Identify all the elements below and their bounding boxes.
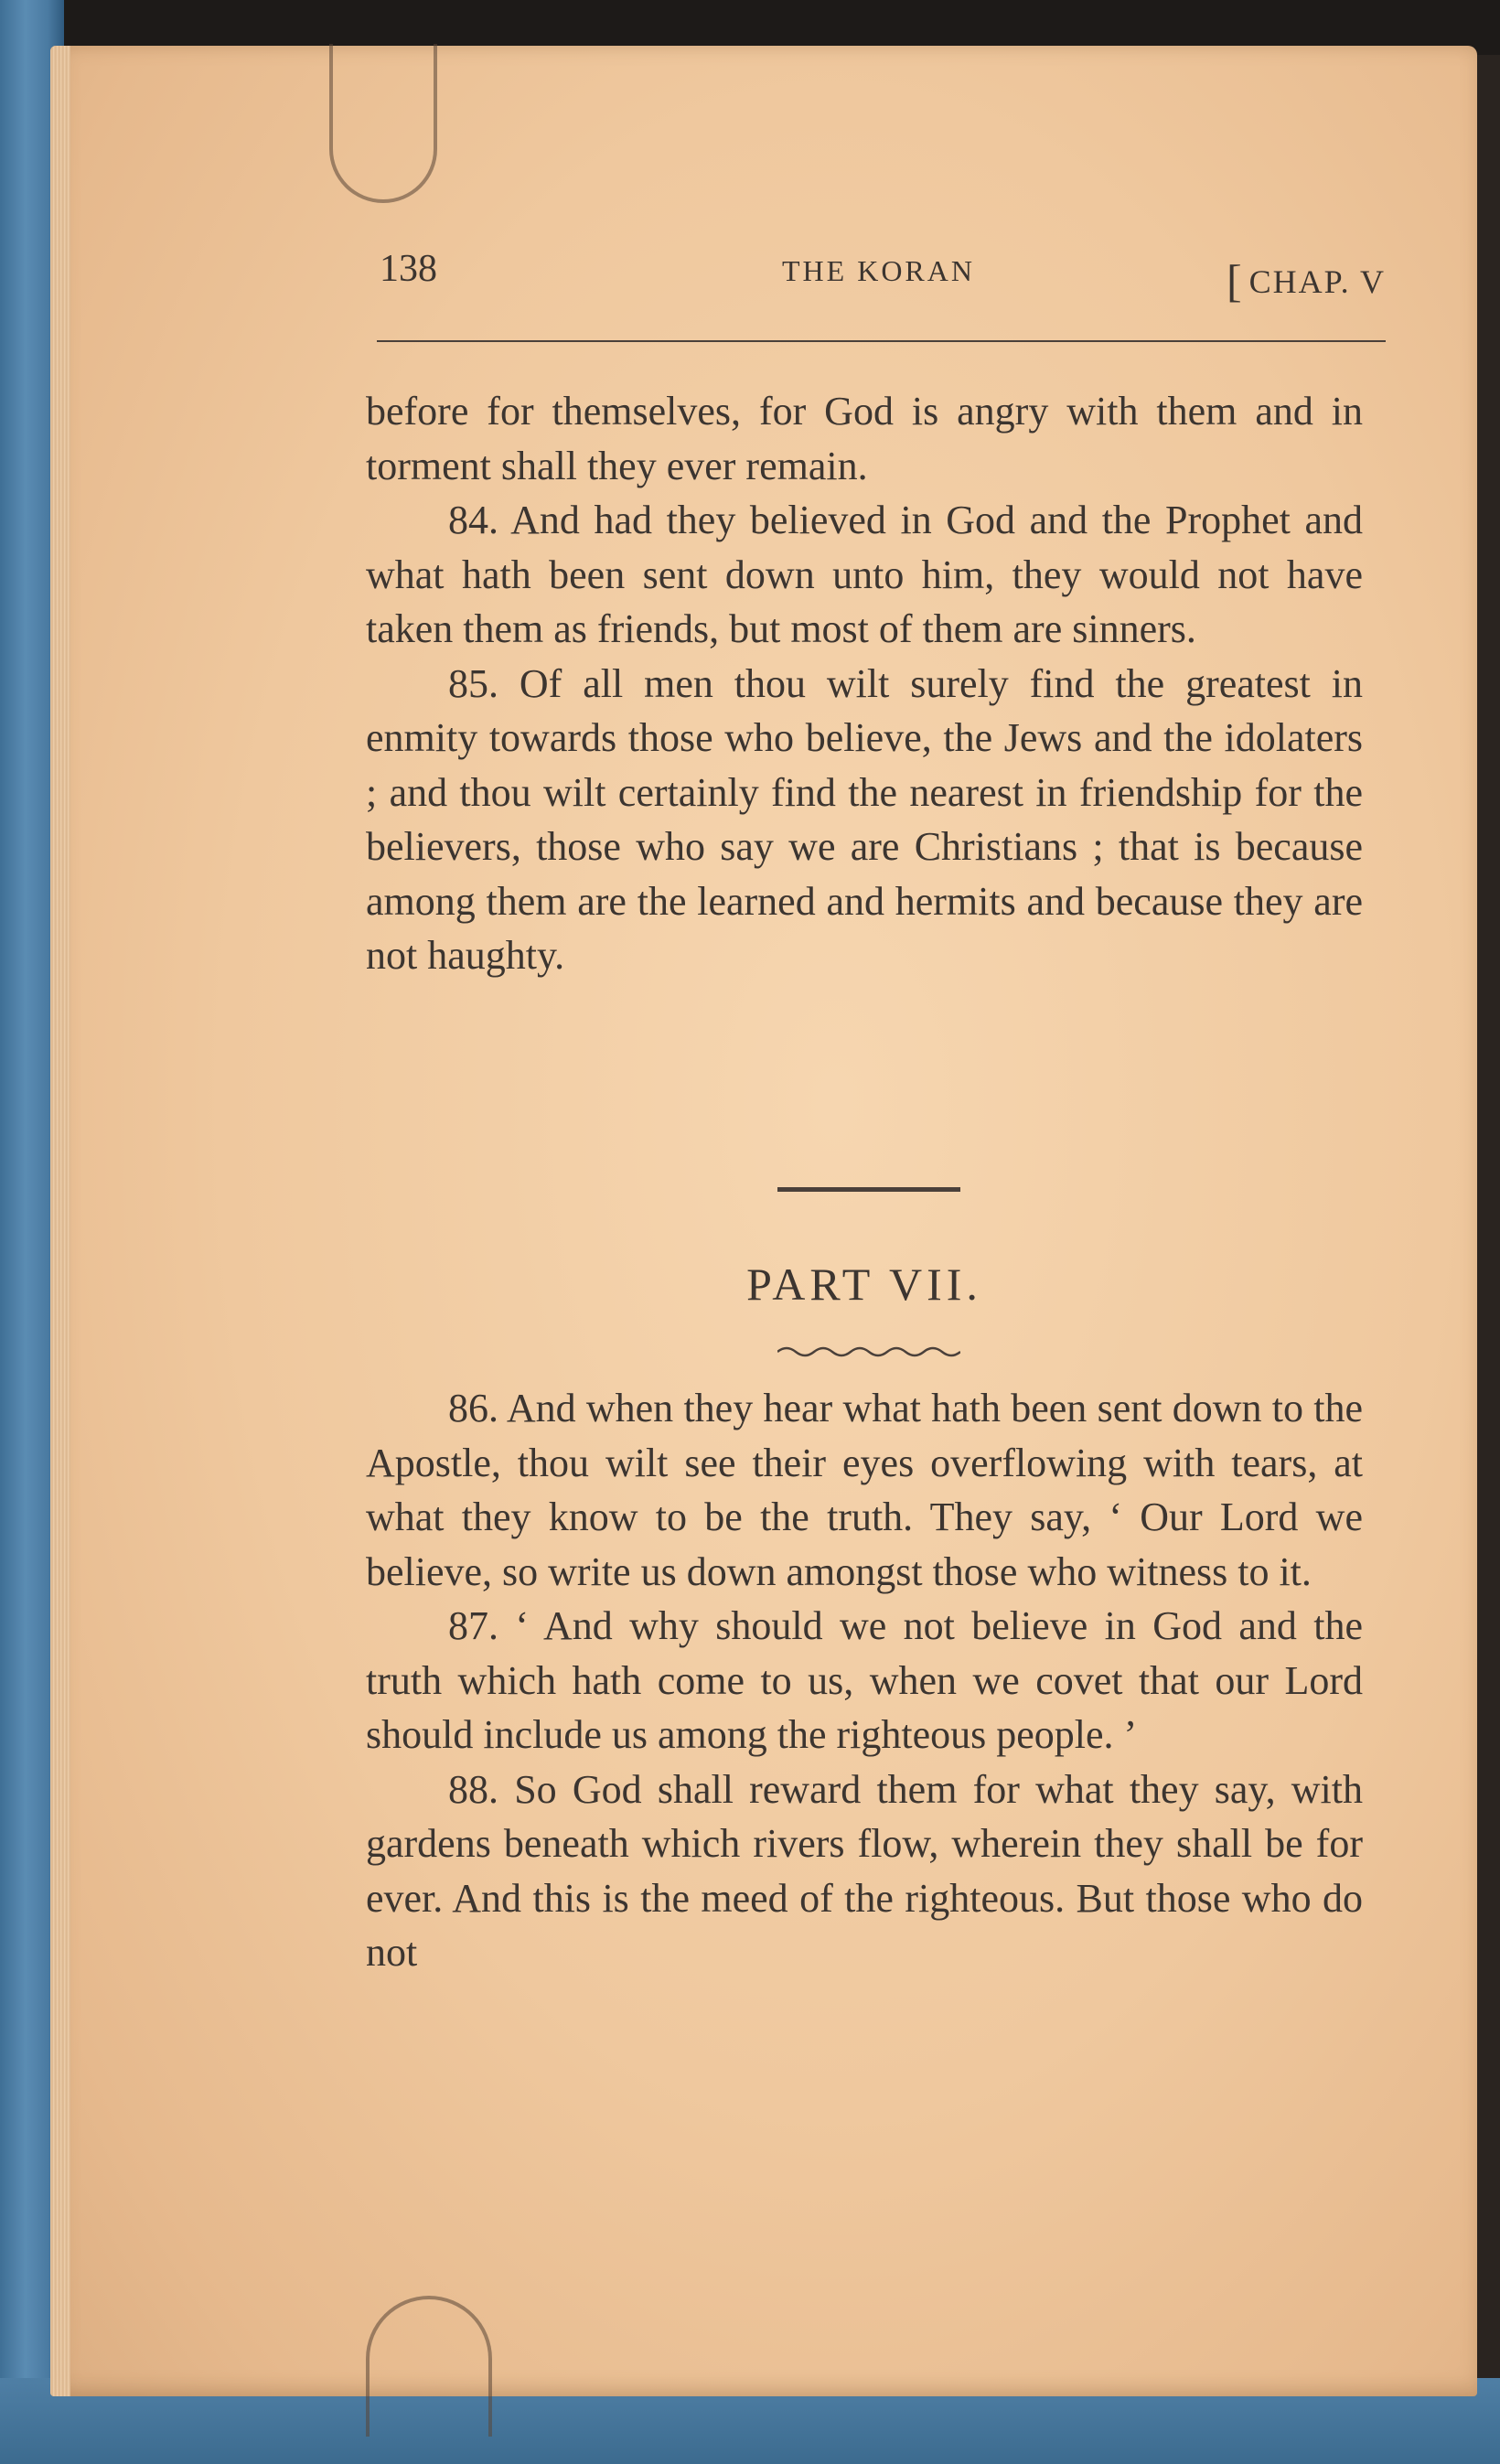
- paragraph-verse-85: 85. Of all men thou wilt surely find the greatest in enmity towards those who believe, the Jews and the idolaters ; and thou wilt certainly find the nearest in friendship for the believers, those who say we are Christians ; that is because among them are the learned and hermits and because they are not haughty.: [366, 660, 1363, 978]
- paper-clip-top-icon: [329, 44, 437, 203]
- running-title: THE KORAN: [782, 254, 975, 287]
- paragraph-verse-88: 88. So God shall reward them for what they say, with gardens beneath which rivers flow, wherein they shall be for ever. And this is the meed of the righteous. But those who do not: [366, 1766, 1363, 1975]
- part-heading: PART VII.: [746, 1259, 982, 1310]
- paper-clip-bottom-icon: [366, 2296, 492, 2437]
- paragraph-verse-86: 86. And when they hear what hath been sent down to the Apostle, thou wilt see their eyes overflowing with tears, at what they know to be the truth. They say, ‘ Our Lord we believe, so write us down amongst those who witness to it.: [366, 1386, 1363, 1594]
- wavy-ornament-icon: [777, 1343, 960, 1361]
- chapter-reference: [1227, 251, 1386, 304]
- section-rule: [777, 1187, 960, 1192]
- chapter-label: CHAP. V: [1248, 263, 1386, 300]
- page-edge-stack: [50, 46, 70, 2396]
- header-rule: [377, 340, 1386, 342]
- text-block-bottom: [366, 1381, 1363, 1980]
- running-head: [380, 247, 1386, 306]
- paragraph-verse-84: 84. And had they believed in God and the Prophet and what hath been sent down unto him, they would not have taken them as friends, but most of them are sinners.: [366, 498, 1363, 651]
- paragraph-verse-87: 87. ‘ And why should we not believe in God and the truth which hath come to us, when we covet that our Lord should include us among the righteous people. ’: [366, 1603, 1363, 1757]
- paragraph-continuation: before for themselves, for God is angry with them and in torment shall they ever remain.: [366, 389, 1363, 488]
- chapter-bracket: [: [1226, 255, 1244, 306]
- text-block-top: [366, 384, 1363, 983]
- page-number: 138: [380, 248, 437, 290]
